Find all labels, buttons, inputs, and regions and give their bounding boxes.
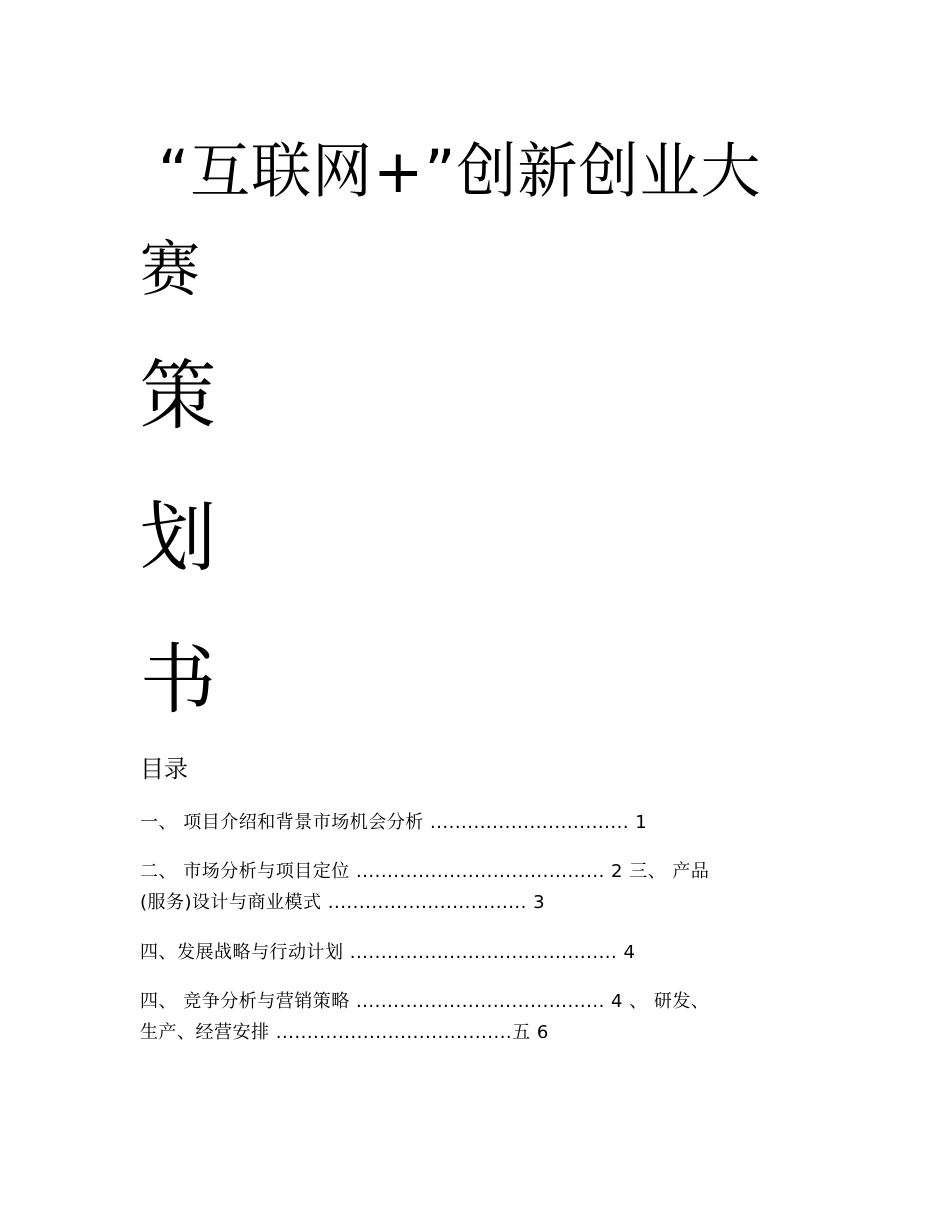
toc-heading: 目录: [140, 755, 188, 783]
toc-entry-2: 二、 市场分析与项目定位 ........................................ 2 三、 产品: [140, 861, 710, 882]
toc-entry-3: (服务)设计与商业模式 ................................ 3: [140, 892, 546, 913]
title-char-shu: 书: [140, 635, 216, 724]
title-char-hua: 划: [140, 493, 216, 582]
title-line-2: 赛: [140, 235, 201, 305]
toc-entry-4: 四、发展战略与行动计划 ........................................... 4: [140, 942, 636, 963]
toc-entry-1: 一、 项目介绍和背景市场机会分析 ................................ 1: [140, 812, 648, 833]
toc-entry-5: 四、 竞争分析与营销策略 ........................................ 4 、 研发、: [140, 991, 710, 1012]
toc-entry-6: 生产、经营安排 ......................................五 6: [140, 1022, 549, 1043]
title-char-ce: 策: [140, 351, 216, 440]
title-line-1: “互联网+”创新创业大: [158, 137, 762, 207]
